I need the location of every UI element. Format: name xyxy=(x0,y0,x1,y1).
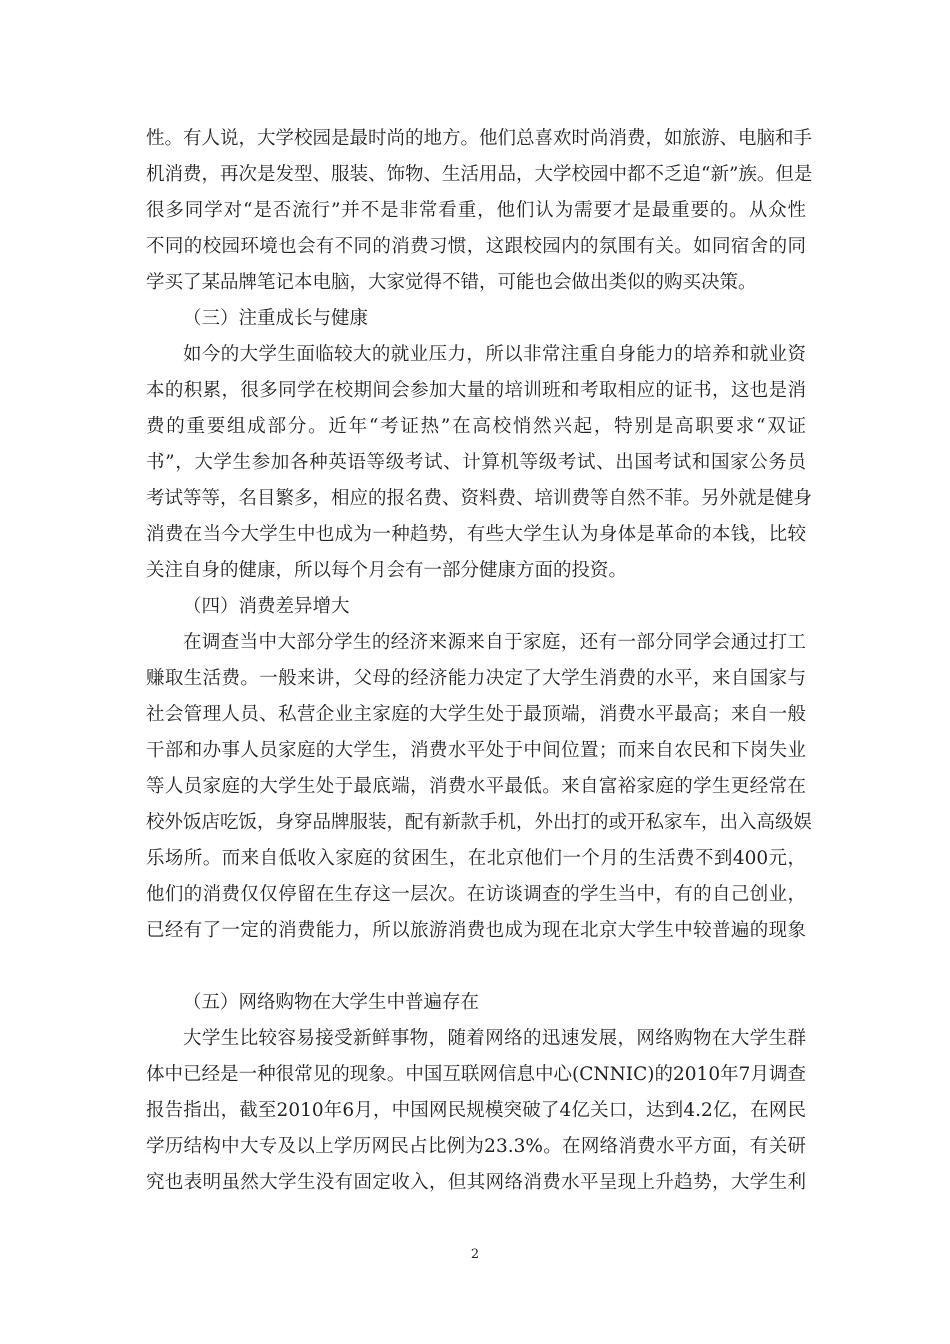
paragraph-line: 学历结构中大专及以上学历网民占比例为23.3%。在网络消费水平方面，有关研 xyxy=(146,1136,806,1157)
paragraph-line: 赚取生活费。一般来讲，父母的经济能力决定了大学生消费的水平，来自国家与 xyxy=(146,668,806,689)
paragraph-line: 校外饭店吃饭，身穿品牌服装，配有新款手机，外出打的或开私家车，出入高级娱 xyxy=(146,812,813,833)
paragraph-line: 很多同学对“是否流行”并不是非常看重，他们认为需要才是最重要的。从众性 xyxy=(146,200,806,221)
paragraph-line: 大学生比较容易接受新鲜事物，随着网络的迅速发展，网络购物在大学生群 xyxy=(183,1028,806,1049)
paragraph-line: 体中已经是一种很常见的现象。中国互联网信息中心(CNNIC)的2010年7月调查 xyxy=(146,1064,806,1085)
paragraph-line: 消费在当今大学生中也成为一种趋势，有些大学生认为身体是革命的本钱，比较 xyxy=(146,524,806,545)
paragraph-line: 性。有人说，大学校园是最时尚的地方。他们总喜欢时尚消费，如旅游、电脑和手 xyxy=(146,128,813,149)
page-number: 2 xyxy=(470,1247,480,1262)
paragraph-line: 不同的校园环境也会有不同的消费习惯，这跟校园内的氛围有关。如同宿舍的同 xyxy=(146,236,806,257)
paragraph-line: 机消费，再次是发型、服装、饰物、生活用品，大学校园中都不乏追“新”族。但是 xyxy=(146,164,813,185)
paragraph-line: 社会管理人员、私营企业主家庭的大学生处于最顶端，消费水平最高；来自一般 xyxy=(146,704,806,725)
paragraph-line: 干部和办事人员家庭的大学生，消费水平处于中间位置；而来自农民和下岗失业 xyxy=(146,740,806,761)
section-heading: （五）网络购物在大学生中普遍存在 xyxy=(183,992,480,1013)
paragraph-line: 他们的消费仅仅停留在生存这一层次。在访谈调查的学生当中，有的自己创业， xyxy=(146,884,806,905)
section-heading: （四）消费差异增大 xyxy=(183,596,350,617)
paragraph-line: 学买了某品牌笔记本电脑，大家觉得不错，可能也会做出类似的购买决策。 xyxy=(146,272,757,293)
paragraph-line: 究也表明虽然大学生没有固定收入，但其网络消费水平呈现上升趋势，大学生利 xyxy=(146,1172,806,1193)
paragraph-line: 在调查当中大部分学生的经济来源来自于家庭，还有一部分同学会通过打工 xyxy=(183,632,806,653)
paragraph-line: 关注自身的健康，所以每个月会有一部分健康方面的投资。 xyxy=(146,560,628,581)
paragraph-line: 等人员家庭的大学生处于最底端，消费水平最低。来自富裕家庭的学生更经常在 xyxy=(146,776,806,797)
paragraph-line: 已经有了一定的消费能力，所以旅游消费也成为现在北京大学生中较普遍的现象 xyxy=(146,920,806,941)
paragraph-line: 费的重要组成部分。近年“考证热”在高校悄然兴起，特别是高职要求“双证 xyxy=(146,416,806,437)
paragraph-line: 报告指出，截至2010年6月，中国网民规模突破了4亿关口，达到4.2亿，在网民 xyxy=(146,1100,806,1121)
paragraph-line: 书”，大学生参加各种英语等级考试、计算机等级考试、出国考试和国家公务员 xyxy=(146,452,806,473)
section-heading: （三）注重成长与健康 xyxy=(183,308,369,329)
paragraph-line: 如今的大学生面临较大的就业压力，所以非常注重自身能力的培养和就业资 xyxy=(183,344,806,365)
paragraph-line: 本的积累，很多同学在校期间会参加大量的培训班和考取相应的证书，这也是消 xyxy=(146,380,806,401)
paragraph-line: 乐场所。而来自低收入家庭的贫困生，在北京他们一个月的生活费不到400元， xyxy=(146,848,806,869)
paragraph-line: 考试等等，名目繁多，相应的报名费、资料费、培训费等自然不菲。另外就是健身 xyxy=(146,488,813,509)
